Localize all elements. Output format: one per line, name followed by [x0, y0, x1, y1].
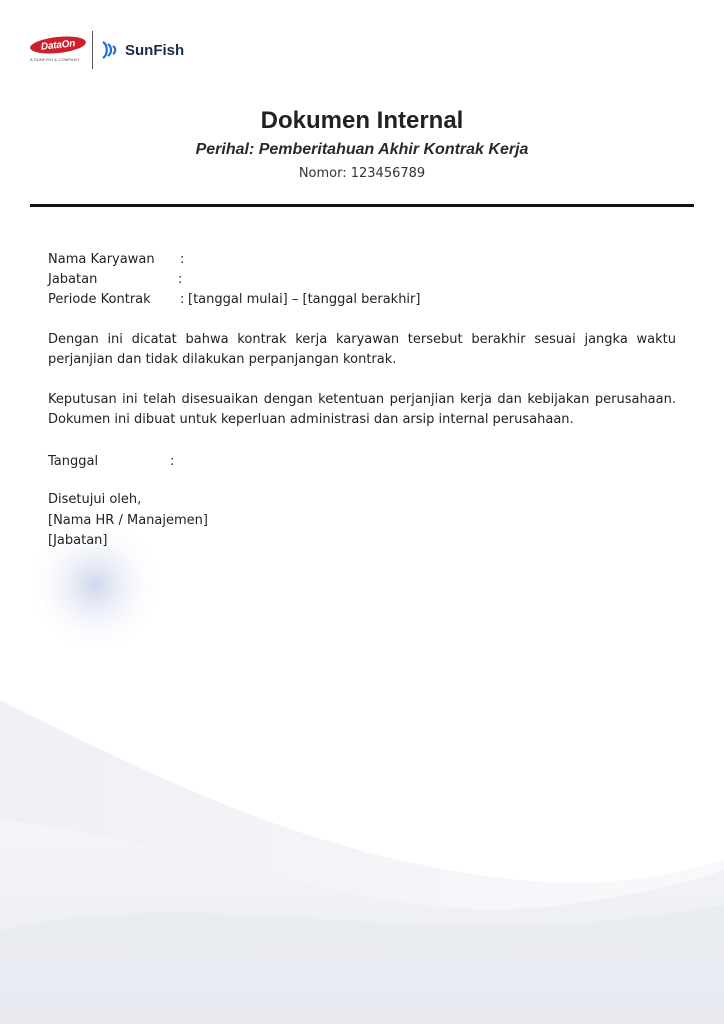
document-subtitle: Perihal: Pemberitahuan Akhir Kontrak Kerja — [195, 141, 529, 158]
field-periode-colon: : — [180, 292, 185, 307]
field-jabatan-label: Jabatan — [48, 272, 98, 287]
tanggal-label: Tanggal — [48, 454, 99, 469]
field-nama-label: Nama Karyawan — [48, 252, 155, 267]
field-periode-kontrak — [48, 290, 151, 310]
approver-name-placeholder: [Nama HR / Manajemen] — [48, 513, 208, 528]
paragraph-1: Dengan ini dicatat bahwa kontrak kerja karyawan tersebut berakhir sesuai jangka waktu perjanjian dan tidak dilakukan perpanjangan kontrak. — [48, 332, 676, 367]
sunfish-logo-text: SunFish — [125, 41, 185, 59]
logo-divider — [92, 31, 93, 69]
sunfish-logo — [99, 39, 184, 61]
field-periode-value: [tanggal mulai] – [tanggal berakhir] — [188, 292, 421, 307]
tanggal-colon: : — [170, 454, 175, 469]
document-number: Nomor: 123456789 — [298, 166, 426, 181]
field-jabatan-colon: : — [178, 272, 183, 287]
dataon-logo — [28, 30, 92, 70]
field-nama-karyawan — [48, 250, 155, 270]
approved-by: Disetujui oleh, — [48, 492, 142, 507]
sunfish-fin-icon — [99, 39, 121, 61]
dataon-logo-mark — [29, 34, 86, 56]
paragraph-2: Keputusan ini telah disesuaikan dengan ketentuan perjanjian kerja dan kebijakan perusahaan. Dokumen ini dibuat untuk keperluan administrasi dan arsip internal perusahaan. — [48, 392, 676, 427]
dataon-logo-text: DataOn — [40, 37, 76, 53]
field-periode-label: Periode Kontrak — [48, 292, 151, 307]
approver-position-placeholder: [Jabatan] — [48, 533, 108, 548]
header-logos — [28, 30, 184, 70]
dataon-tagline: A SUNFISH & COMPANY — [30, 57, 80, 62]
document-title: Dokumen Internal — [260, 107, 464, 134]
field-jabatan — [48, 270, 97, 290]
field-nama-colon: : — [180, 252, 185, 267]
header-rule — [30, 204, 694, 207]
